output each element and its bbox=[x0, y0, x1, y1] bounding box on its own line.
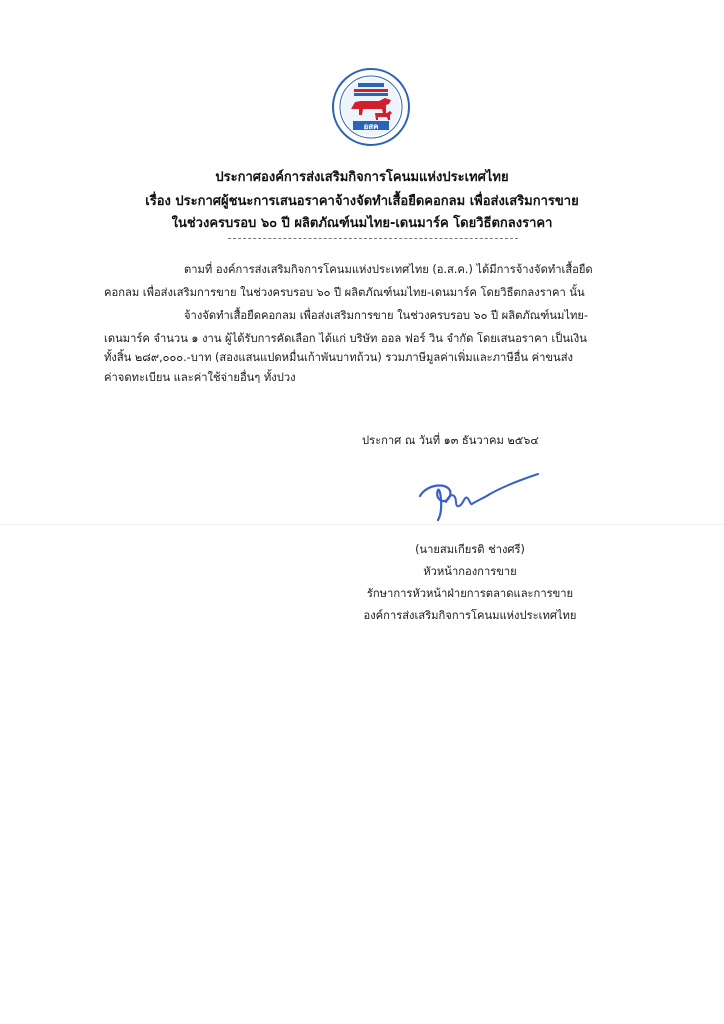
handwritten-signature-icon bbox=[414, 470, 544, 530]
signer-name: (นายสมเกียรติ ช่างศรี) bbox=[415, 543, 525, 556]
announcement-title-line-2: เรื่อง ประกาศผู้ชนะการเสนอราคาจ้างจัดทำเสื้อยืดคอกลม เพื่อส่งเสริมการขาย bbox=[145, 194, 579, 209]
paragraph-1-line-1: ตามที่ องค์การส่งเสริมกิจการโคนมแห่งประเทศไทย (อ.ส.ค.) ได้มีการจ้างจัดทำเสื้อยืด bbox=[184, 263, 593, 276]
paragraph-2-line-3: ทั้งสิ้น ๒๘๙,๐๐๐.-บาท (สองแสนแปดหมื่นเก้าพันบาทถ้วน) รวมภาษีมูลค่าเพิ่มและภาษีอื่น ค่าขนส่ง bbox=[104, 351, 573, 364]
signer-position-2: รักษาการหัวหน้าฝ่ายการตลาดและการขาย bbox=[366, 587, 574, 600]
paragraph-2-line-2: เดนมาร์ค จำนวน ๑ งาน ผู้ได้รับการคัดเลือก ได้แก่ บริษัท ออล ฟอร์ วิน จำกัด โดยเสนอราคา เป็นเงิน bbox=[104, 332, 587, 345]
announcement-title-line-3: ในช่วงครบรอบ ๖๐ ปี ผลิตภัณฑ์นมไทย-เดนมาร์ค โดยวิธีตกลงราคา bbox=[171, 216, 553, 231]
signer-position-1: หัวหน้ากองการขาย bbox=[423, 565, 517, 578]
paragraph-1-line-2: คอกลม เพื่อส่งเสริมการขาย ในช่วงครบรอบ ๖๐ ปี ผลิตภัณฑ์นมไทย-เดนมาร์ค โดยวิธีตกลงราคา นั้น bbox=[104, 286, 585, 299]
announcement-date: ประกาศ ณ วันที่ ๑๓ ธันวาคม ๒๕๖๔ bbox=[362, 434, 539, 447]
paragraph-2-line-1: จ้างจัดทำเสื้อยืดคอกลม เพื่อส่งเสริมการขาย ในช่วงครบรอบ ๖๐ ปี ผลิตภัณฑ์นมไทย- bbox=[184, 309, 588, 322]
title-divider bbox=[228, 238, 518, 239]
signature-block bbox=[330, 541, 610, 629]
announcement-title-line-1: ประกาศองค์การส่งเสริมกิจการโคนมแห่งประเทศไทย bbox=[215, 170, 509, 185]
paper-fold-line bbox=[0, 524, 724, 525]
paragraph-2-line-4: ค่าจดทะเบียน และค่าใช้จ่ายอื่นๆ ทั้งปวง bbox=[104, 371, 296, 384]
signer-organization: องค์การส่งเสริมกิจการโคนมแห่งประเทศไทย bbox=[363, 609, 577, 622]
cattle-logo-icon bbox=[331, 67, 411, 147]
svg-text:อสค: อสค bbox=[363, 122, 379, 131]
